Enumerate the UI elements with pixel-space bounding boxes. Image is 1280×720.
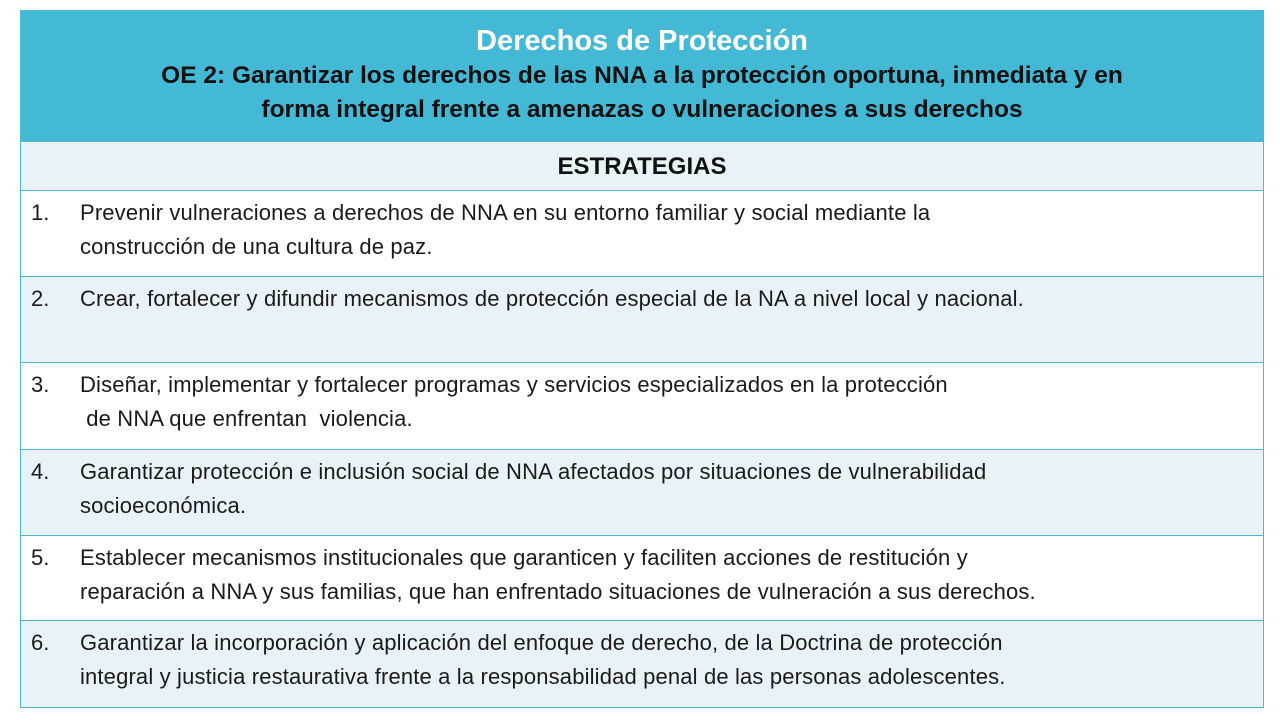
strategy-text bbox=[80, 626, 1243, 694]
strategy-text bbox=[80, 541, 1243, 609]
strategy-line: construcción de una cultura de paz. bbox=[80, 234, 433, 259]
strategy-row-1 bbox=[21, 191, 1263, 277]
strategies-heading: ESTRATEGIAS bbox=[21, 143, 1263, 191]
strategy-text bbox=[80, 455, 1243, 523]
strategy-line: socioeconómica. bbox=[80, 493, 247, 518]
strategy-number: 5. bbox=[31, 545, 50, 570]
table-header bbox=[21, 11, 1263, 143]
strategy-line: integral y justicia restaurativa frente a la responsabilidad penal de las personas adolescentes. bbox=[80, 664, 1006, 689]
strategy-text bbox=[80, 368, 1243, 436]
strategy-line: Garantizar protección e inclusión social de NNA afectados por situaciones de vulnerabilidad bbox=[80, 459, 987, 484]
header-subtitle bbox=[21, 59, 1263, 127]
strategy-number: 6. bbox=[31, 630, 50, 655]
strategy-line: de NNA que enfrentan violencia. bbox=[80, 406, 413, 431]
strategy-number: 3. bbox=[31, 372, 50, 397]
strategy-row-6 bbox=[21, 621, 1263, 707]
strategy-text bbox=[80, 196, 1243, 264]
strategy-line: Establecer mecanismos institucionales que garanticen y faciliten acciones de restitución y bbox=[80, 545, 968, 570]
strategy-line: Prevenir vulneraciones a derechos de NNA en su entorno familiar y social mediante la bbox=[80, 200, 931, 225]
strategy-line: Garantizar la incorporación y aplicación del enfoque de derecho, de la Doctrina de protección bbox=[80, 630, 1003, 655]
strategy-line: reparación a NNA y sus familias, que han enfrentado situaciones de vulneración a sus derechos. bbox=[80, 579, 1036, 604]
header-title: Derechos de Protección bbox=[476, 25, 808, 57]
strategy-line: Diseñar, implementar y fortalecer programas y servicios especializados en la protección bbox=[80, 372, 948, 397]
subtitle-line-1: OE 2: Garantizar los derechos de las NNA a la protección oportuna, inmediata y en bbox=[161, 62, 1123, 89]
strategy-row-3 bbox=[21, 363, 1263, 450]
strategy-row-4 bbox=[21, 450, 1263, 536]
strategy-number: 2. bbox=[31, 286, 50, 311]
strategy-row-2 bbox=[21, 277, 1263, 363]
strategy-number: 1. bbox=[31, 200, 50, 225]
strategies-table bbox=[20, 10, 1264, 708]
strategy-row-5 bbox=[21, 536, 1263, 621]
strategy-text bbox=[80, 282, 1243, 316]
strategy-number: 4. bbox=[31, 459, 50, 484]
strategy-line: Crear, fortalecer y difundir mecanismos de protección especial de la NA a nivel local y nacional. bbox=[80, 286, 1024, 311]
subtitle-line-2: forma integral frente a amenazas o vulneraciones a sus derechos bbox=[261, 96, 1023, 123]
